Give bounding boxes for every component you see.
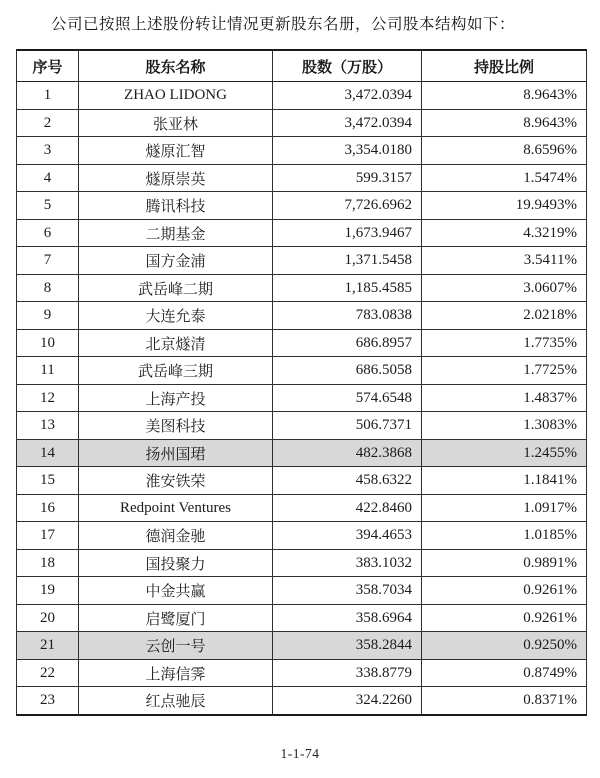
row-index-cell: 4: [17, 164, 79, 192]
shares-cell: 338.8779: [273, 659, 422, 687]
shares-cell: 324.2260: [273, 687, 422, 715]
shares-cell: 506.7371: [273, 412, 422, 440]
shares-cell: 482.3868: [273, 439, 422, 467]
row-index-cell: 13: [17, 412, 79, 440]
shares-cell: 1,371.5458: [273, 247, 422, 275]
shareholder-name-cell: 云创一号: [79, 632, 273, 660]
ratio-cell: 4.3219%: [422, 219, 587, 247]
table-row: [17, 439, 587, 467]
table-row: [17, 82, 587, 110]
ratio-cell: 2.0218%: [422, 302, 587, 330]
row-index-cell: 14: [17, 439, 79, 467]
row-index-cell: 22: [17, 659, 79, 687]
table-row: [17, 274, 587, 302]
shares-cell: 383.1032: [273, 549, 422, 577]
table-row: [17, 659, 587, 687]
table-row: [17, 109, 587, 137]
shareholder-name-cell: 德润金驰: [79, 522, 273, 550]
row-index-cell: 15: [17, 467, 79, 495]
ratio-cell: 19.9493%: [422, 192, 587, 220]
shares-cell: 599.3157: [273, 164, 422, 192]
shareholder-name-cell: 大连允泰: [79, 302, 273, 330]
shareholder-name-cell: 上海产投: [79, 384, 273, 412]
header-ratio: 持股比例: [422, 50, 587, 82]
shareholder-table: [16, 49, 587, 716]
shareholder-name-cell: ZHAO LIDONG: [79, 82, 273, 110]
shareholder-name-cell: 腾讯科技: [79, 192, 273, 220]
shareholder-name-cell: 红点驰辰: [79, 687, 273, 715]
table-row: [17, 164, 587, 192]
shareholder-name-cell: 张亚林: [79, 109, 273, 137]
table-row: [17, 632, 587, 660]
ratio-cell: 1.1841%: [422, 467, 587, 495]
shares-cell: 358.7034: [273, 577, 422, 605]
table-row: [17, 247, 587, 275]
shareholder-name-cell: 国方金浦: [79, 247, 273, 275]
table-row: [17, 687, 587, 715]
table-row: [17, 522, 587, 550]
table-row: [17, 219, 587, 247]
shares-cell: 3,354.0180: [273, 137, 422, 165]
ratio-cell: 8.6596%: [422, 137, 587, 165]
ratio-cell: 0.8371%: [422, 687, 587, 715]
row-index-cell: 21: [17, 632, 79, 660]
shareholder-name-cell: 中金共赢: [79, 577, 273, 605]
ratio-cell: 3.5411%: [422, 247, 587, 275]
shareholder-name-cell: 二期基金: [79, 219, 273, 247]
row-index-cell: 16: [17, 494, 79, 522]
table-row: [17, 192, 587, 220]
row-index-cell: 19: [17, 577, 79, 605]
shares-cell: 3,472.0394: [273, 109, 422, 137]
table-row: [17, 357, 587, 385]
ratio-cell: 0.8749%: [422, 659, 587, 687]
shareholder-name-cell: 美图科技: [79, 412, 273, 440]
shares-cell: 358.6964: [273, 604, 422, 632]
table-row: [17, 577, 587, 605]
shareholder-name-cell: 武岳峰三期: [79, 357, 273, 385]
shares-cell: 574.6548: [273, 384, 422, 412]
ratio-cell: 8.9643%: [422, 109, 587, 137]
ratio-cell: 1.3083%: [422, 412, 587, 440]
row-index-cell: 2: [17, 109, 79, 137]
shares-cell: 422.8460: [273, 494, 422, 522]
row-index-cell: 23: [17, 687, 79, 715]
ratio-cell: 8.9643%: [422, 82, 587, 110]
table-row: [17, 549, 587, 577]
shares-cell: 686.5058: [273, 357, 422, 385]
intro-paragraph: 公司已按照上述股份转让情况更新股东名册，公司股本结构如下：: [51, 16, 516, 33]
ratio-cell: 1.0917%: [422, 494, 587, 522]
table-row: [17, 412, 587, 440]
row-index-cell: 7: [17, 247, 79, 275]
page-number: 1-1-74: [280, 746, 320, 761]
shares-cell: 1,673.9467: [273, 219, 422, 247]
ratio-cell: 1.5474%: [422, 164, 587, 192]
ratio-cell: 0.9891%: [422, 549, 587, 577]
header-row-index: 序号: [17, 50, 79, 82]
shares-cell: 3,472.0394: [273, 82, 422, 110]
row-index-cell: 17: [17, 522, 79, 550]
shareholder-name-cell: Redpoint Ventures: [79, 494, 273, 522]
row-index-cell: 11: [17, 357, 79, 385]
shareholder-name-cell: 燧原崇英: [79, 164, 273, 192]
row-index-cell: 9: [17, 302, 79, 330]
ratio-cell: 0.9250%: [422, 632, 587, 660]
shares-cell: 394.4653: [273, 522, 422, 550]
ratio-cell: 1.7735%: [422, 329, 587, 357]
ratio-cell: 1.0185%: [422, 522, 587, 550]
header-shareholder-name: 股东名称: [79, 50, 273, 82]
shares-cell: 1,185.4585: [273, 274, 422, 302]
table-row: [17, 467, 587, 495]
shares-cell: 358.2844: [273, 632, 422, 660]
table-row: [17, 604, 587, 632]
row-index-cell: 8: [17, 274, 79, 302]
shares-cell: 783.0838: [273, 302, 422, 330]
row-index-cell: 12: [17, 384, 79, 412]
ratio-cell: 0.9261%: [422, 604, 587, 632]
shareholder-name-cell: 扬州国珺: [79, 439, 273, 467]
ratio-cell: 1.7725%: [422, 357, 587, 385]
table-row: [17, 137, 587, 165]
shareholder-name-cell: 武岳峰二期: [79, 274, 273, 302]
shareholder-name-cell: 启鹭厦门: [79, 604, 273, 632]
shareholder-name-cell: 北京燧清: [79, 329, 273, 357]
table-row: [17, 329, 587, 357]
row-index-cell: 1: [17, 82, 79, 110]
shareholder-name-cell: 上海信霁: [79, 659, 273, 687]
ratio-cell: 1.2455%: [422, 439, 587, 467]
ratio-cell: 0.9261%: [422, 577, 587, 605]
header-shares: 股数（万股）: [273, 50, 422, 82]
table-row: [17, 494, 587, 522]
row-index-cell: 6: [17, 219, 79, 247]
shares-cell: 686.8957: [273, 329, 422, 357]
row-index-cell: 20: [17, 604, 79, 632]
shareholder-name-cell: 燧原汇智: [79, 137, 273, 165]
shareholder-name-cell: 淮安铁荣: [79, 467, 273, 495]
shares-cell: 7,726.6962: [273, 192, 422, 220]
table-row: [17, 384, 587, 412]
table-row: [17, 302, 587, 330]
ratio-cell: 1.4837%: [422, 384, 587, 412]
ratio-cell: 3.0607%: [422, 274, 587, 302]
row-index-cell: 10: [17, 329, 79, 357]
row-index-cell: 3: [17, 137, 79, 165]
shareholder-table-body: [17, 82, 587, 715]
table-header-row: [17, 50, 587, 82]
row-index-cell: 18: [17, 549, 79, 577]
row-index-cell: 5: [17, 192, 79, 220]
shareholder-name-cell: 国投聚力: [79, 549, 273, 577]
shares-cell: 458.6322: [273, 467, 422, 495]
